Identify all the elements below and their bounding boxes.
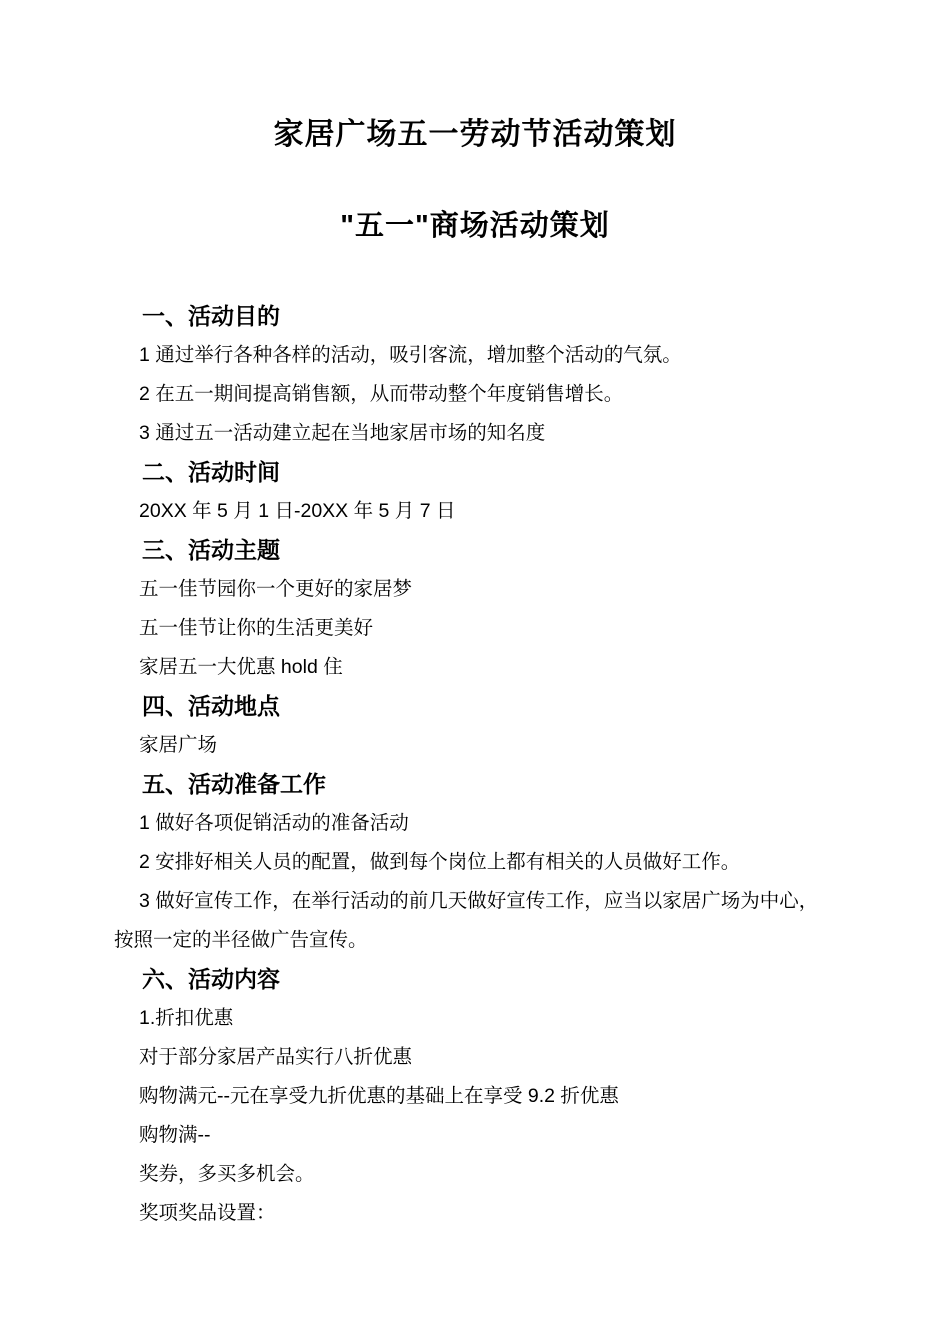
- document-body: [114, 297, 836, 1233]
- paragraph: 2 在五一期间提高销售额，从而带动整个年度销售增长。: [139, 383, 624, 405]
- section-heading: 三、活动主题: [142, 537, 280, 563]
- section-activity-time: [114, 453, 836, 531]
- paragraph: 五一佳节让你的生活更美好: [139, 617, 374, 639]
- paragraph: 奖券，多买多机会。: [139, 1163, 315, 1185]
- paragraph: 家居广场: [139, 734, 218, 756]
- section-heading: 四、活动地点: [142, 693, 280, 719]
- paragraph: 购物满--: [139, 1124, 211, 1146]
- paragraph: 3 做好宣传工作，在举行活动的前几天做好宣传工作，应当以家居广场为中心，按照一定的半径做广告宣传。: [114, 890, 819, 951]
- section-activity-content: [114, 960, 836, 1233]
- section-activity-preparation: [114, 765, 836, 960]
- paragraph: 20XX 年 5 月 1 日-20XX 年 5 月 7 日: [139, 500, 456, 522]
- section-heading: 二、活动时间: [142, 459, 280, 485]
- paragraph: 1.折扣优惠: [139, 1007, 234, 1029]
- section-activity-location: [114, 687, 836, 765]
- section-heading: 一、活动目的: [142, 303, 280, 329]
- paragraph: 五一佳节园你一个更好的家居梦: [139, 578, 413, 600]
- paragraph: 3 通过五一活动建立起在当地家居市场的知名度: [139, 422, 546, 444]
- paragraph: 1 通过举行各种各样的活动，吸引客流，增加整个活动的气氛。: [139, 344, 682, 366]
- paragraph: 购物满元--元在享受九折优惠的基础上在享受 9.2 折优惠: [139, 1085, 619, 1107]
- paragraph: 家居五一大优惠 hold 住: [139, 656, 343, 678]
- section-heading: 六、活动内容: [142, 966, 280, 992]
- section-heading: 五、活动准备工作: [142, 771, 326, 797]
- paragraph: 奖项奖品设置：: [139, 1202, 276, 1224]
- section-activity-theme: [114, 531, 836, 687]
- section-activity-purpose: [114, 297, 836, 453]
- document-title: 家居广场五一劳动节活动策划: [273, 118, 677, 151]
- paragraph: 2 安排好相关人员的配置，做到每个岗位上都有相关的人员做好工作。: [139, 851, 741, 873]
- document-subtitle: "五一"商场活动策划: [340, 210, 610, 242]
- paragraph: 1 做好各项促销活动的准备活动: [139, 812, 409, 834]
- paragraph: 对于部分家居产品实行八折优惠: [139, 1046, 413, 1068]
